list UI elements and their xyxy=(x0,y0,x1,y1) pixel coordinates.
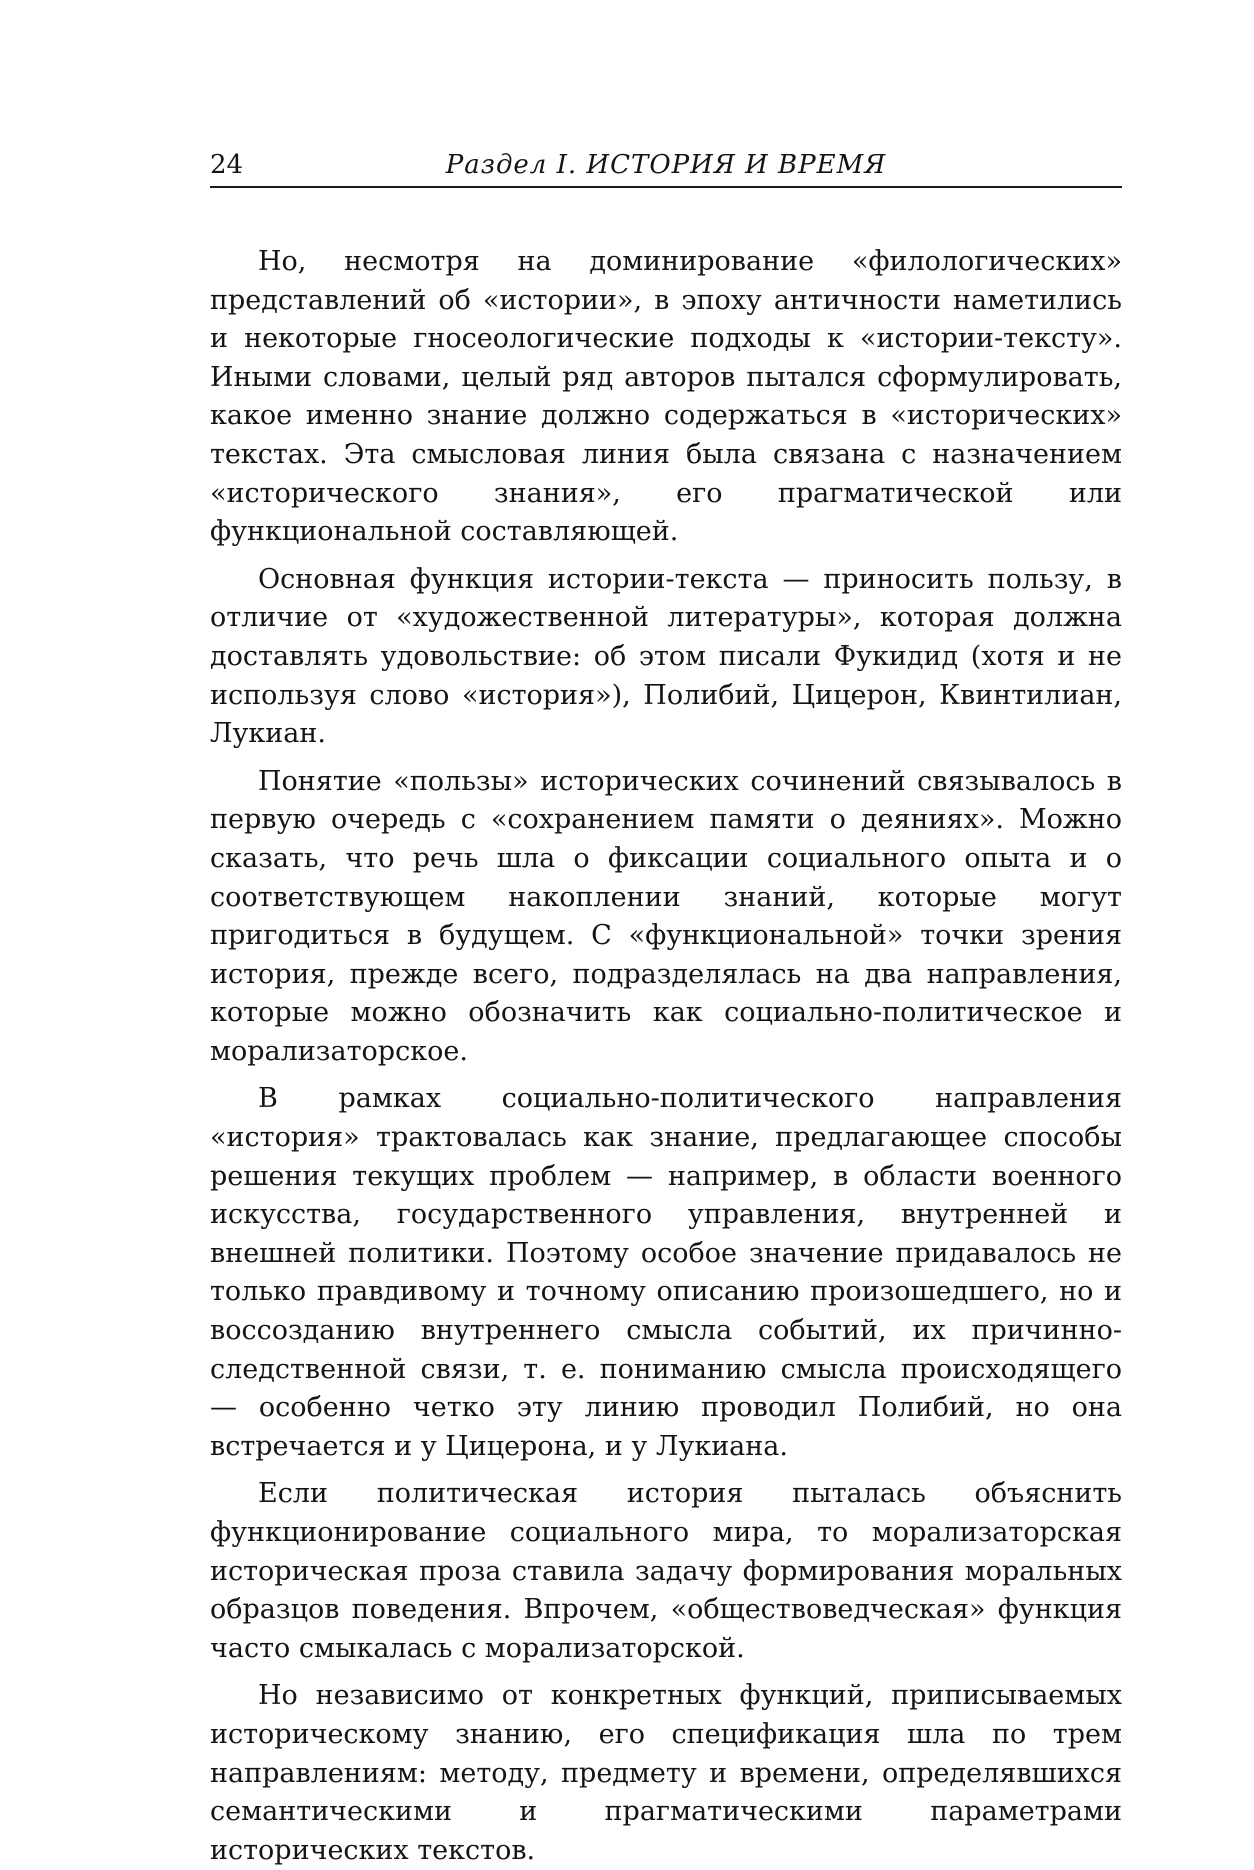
body-text xyxy=(210,243,1122,1870)
page-number: 24 xyxy=(210,150,244,180)
paragraph-4: В рамках социально-политического направления «история» трактовалась как знание, предлагающее способы решения текущих проблем — например, в области военного искусства, государственного управления, внутренней и внешней политики. Поэтому особое значение придавалось не только правдивому и точному описанию произошедшего, но и воссозданию внутреннего смысла событий, их причинно-следственной связи, т. е. пониманию смысла происходящего — особенно четко эту линию проводил Полибий, но она встречается и у Цицерона, и у Лукиана. xyxy=(210,1083,1122,1462)
paragraph-6: Но независимо от конкретных функций, приписываемых историческому знанию, его спецификация шла по трем направлениям: методу, предмету и времени, определявшихся семантическими и прагматическими параметрами исторических текстов. xyxy=(210,1680,1122,1866)
paragraph-2: Основная функция истории-текста — приносить пользу, в отличие от «художественной литературы», которая должна доставлять удовольствие: об этом писали Фукидид (хотя и не используя слово «история»), Полибий, Цицерон, Квинтилиан, Лукиан. xyxy=(210,563,1122,750)
paragraph-3: Понятие «пользы» исторических сочинений связывалось в первую очередь с «сохранением памяти о деяниях». Можно сказать, что речь шла о фиксации социального опыта и о соответствующем накоплении знаний, которые могут пригодиться в будущем. С «функциональной» точки зрения история, прежде всего, подразделялась на два направления, которые можно обозначить как социально-политическое и морализаторское. xyxy=(210,765,1122,1067)
running-header xyxy=(210,150,1122,188)
paragraph-5: Если политическая история пыталась объяснить функционирование социального мира, то морализаторская историческая проза ставила задачу формирования моральных образцов поведения. Впрочем, «обществоведческая» функция часто смыкалась с морализаторской. xyxy=(210,1478,1122,1664)
section-title: Раздел I. ИСТОРИЯ И ВРЕМЯ xyxy=(445,150,887,180)
paragraph-1: Но, несмотря на доминирование «филологических» представлений об «истории», в эпоху античности наметились и некоторые гносеологические подходы к «истории-тексту». Иными словами, целый ряд авторов пытался сформулировать, какое именно знание должно содержаться в «исторических» текстах. Эта смысловая линия была связана с назначением «исторического знания», его прагматической или функциональной составляющей. xyxy=(210,246,1122,548)
